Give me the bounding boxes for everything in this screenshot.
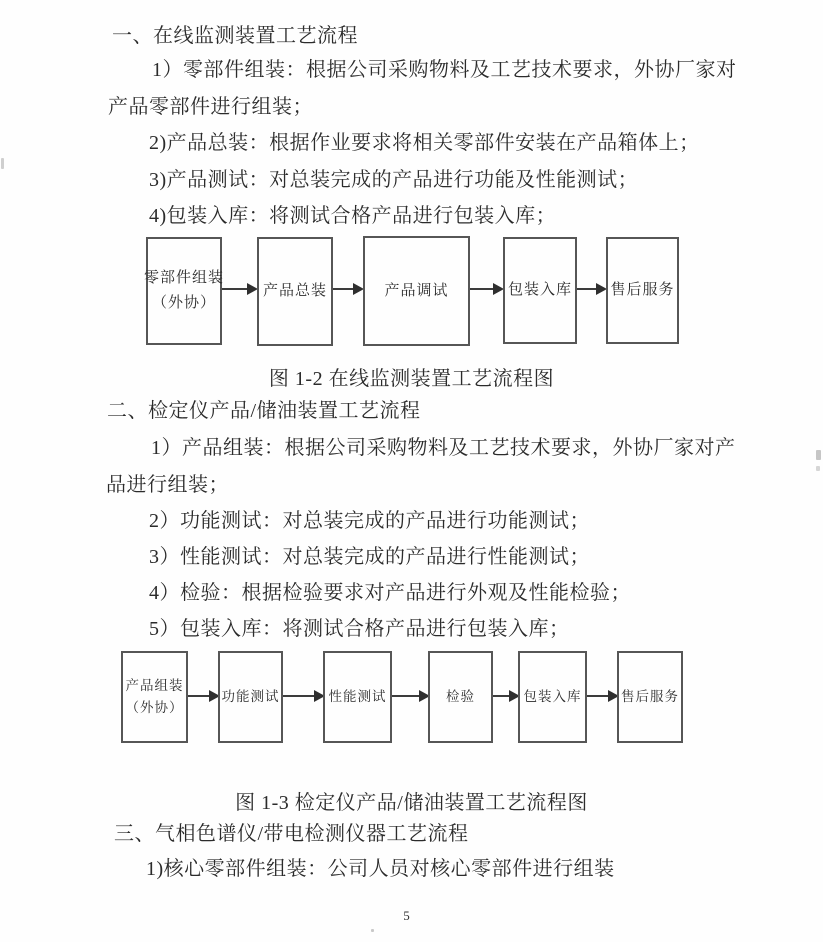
flow-arrow-icon — [188, 695, 218, 697]
flow-arrow-icon — [283, 695, 323, 697]
section-1-item-2: 2)产品总装：根据作业要求将相关零部件安装在产品箱体上； — [149, 132, 700, 154]
flow-arrow-icon — [577, 288, 605, 290]
scan-artifact — [816, 466, 820, 471]
scan-artifact — [1, 158, 4, 169]
section-1-item-3: 3)产品测试：对总装完成的产品进行功能及性能测试； — [149, 169, 639, 191]
flow-arrow-icon — [333, 288, 362, 290]
flow-step-label: 售后服务 — [610, 282, 675, 298]
section-2-item-3: 3）性能测试：对总装完成的产品进行性能测试； — [149, 546, 590, 568]
flow-step-label: 零部件组装 — [144, 270, 225, 286]
flow-step-label: 包装入库 — [507, 282, 572, 298]
flow-step-packing-warehousing — [518, 651, 587, 743]
flow-step-label: 售后服务 — [621, 689, 679, 704]
section-3-item-1: 1)核心零部件组装：公司人员对核心零部件进行组装 — [146, 858, 615, 880]
flow-arrow-icon — [392, 695, 428, 697]
section-2-item-4: 4）检验：根据检验要求对产品进行外观及性能检验； — [149, 582, 631, 604]
flow-step-label: 产品总装 — [262, 283, 327, 299]
flow-step-label: 产品组装 — [125, 678, 184, 693]
flow-step-inspection — [428, 651, 493, 743]
flow-arrow-icon — [493, 695, 518, 697]
flow-step-product-assembly — [257, 237, 333, 346]
flow-arrow-icon — [587, 695, 617, 697]
section-3-heading: 三、气相色谱仪/带电检测仪器工艺流程 — [114, 823, 469, 845]
figure-1-2-caption: 图 1-2 在线监测装置工艺流程图 — [268, 368, 555, 390]
section-2-heading: 二、检定仪产品/储油装置工艺流程 — [107, 400, 421, 422]
section-2-item-1-line-1: 1）产品组装：根据公司采购物料及工艺技术要求，外协厂家对产 — [151, 437, 736, 459]
flow-step-label: （外协） — [151, 295, 216, 311]
section-1-item-1-line-1: 1）零部件组装：根据公司采购物料及工艺技术要求，外协厂家对 — [152, 59, 737, 81]
section-2-item-1-line-2: 品进行组装； — [106, 474, 229, 496]
flow-step-product-assembly — [121, 651, 188, 743]
flow-step-performance-test — [323, 651, 392, 743]
figure-1-3-caption: 图 1-3 检定仪产品/储油装置工艺流程图 — [235, 792, 588, 814]
flow-step-label: 产品调试 — [384, 282, 449, 299]
flow-step-label: 功能测试 — [221, 689, 280, 704]
section-1-heading: 一、在线监测装置工艺流程 — [112, 25, 358, 47]
flow-step-after-sales — [606, 237, 679, 344]
flow-step-label: 性能测试 — [328, 689, 387, 704]
section-1-item-1-line-2: 产品零部件进行组装； — [108, 96, 313, 118]
flow-step-label: 包装入库 — [523, 689, 582, 704]
flow-step-label: 检验 — [446, 689, 475, 704]
flow-arrow-icon — [222, 288, 256, 290]
flow-arrow-icon — [470, 288, 502, 290]
flow-step-packing-warehousing — [503, 237, 577, 344]
scan-artifact — [371, 929, 374, 932]
flow-step-label: （外协） — [125, 700, 184, 715]
flow-step-parts-assembly — [144, 237, 225, 345]
flow-step-product-debugging — [363, 236, 470, 346]
page-number: 5 — [403, 908, 410, 923]
section-2-item-2: 2）功能测试：对总装完成的产品进行功能测试； — [149, 510, 590, 532]
scan-artifact — [816, 450, 821, 460]
flow-step-after-sales — [617, 651, 683, 743]
flow-step-function-test — [218, 651, 283, 743]
section-2-item-5: 5）包装入库：将测试合格产品进行包装入库； — [149, 618, 570, 640]
section-1-item-4: 4)包装入库：将测试合格产品进行包装入库； — [149, 205, 557, 227]
